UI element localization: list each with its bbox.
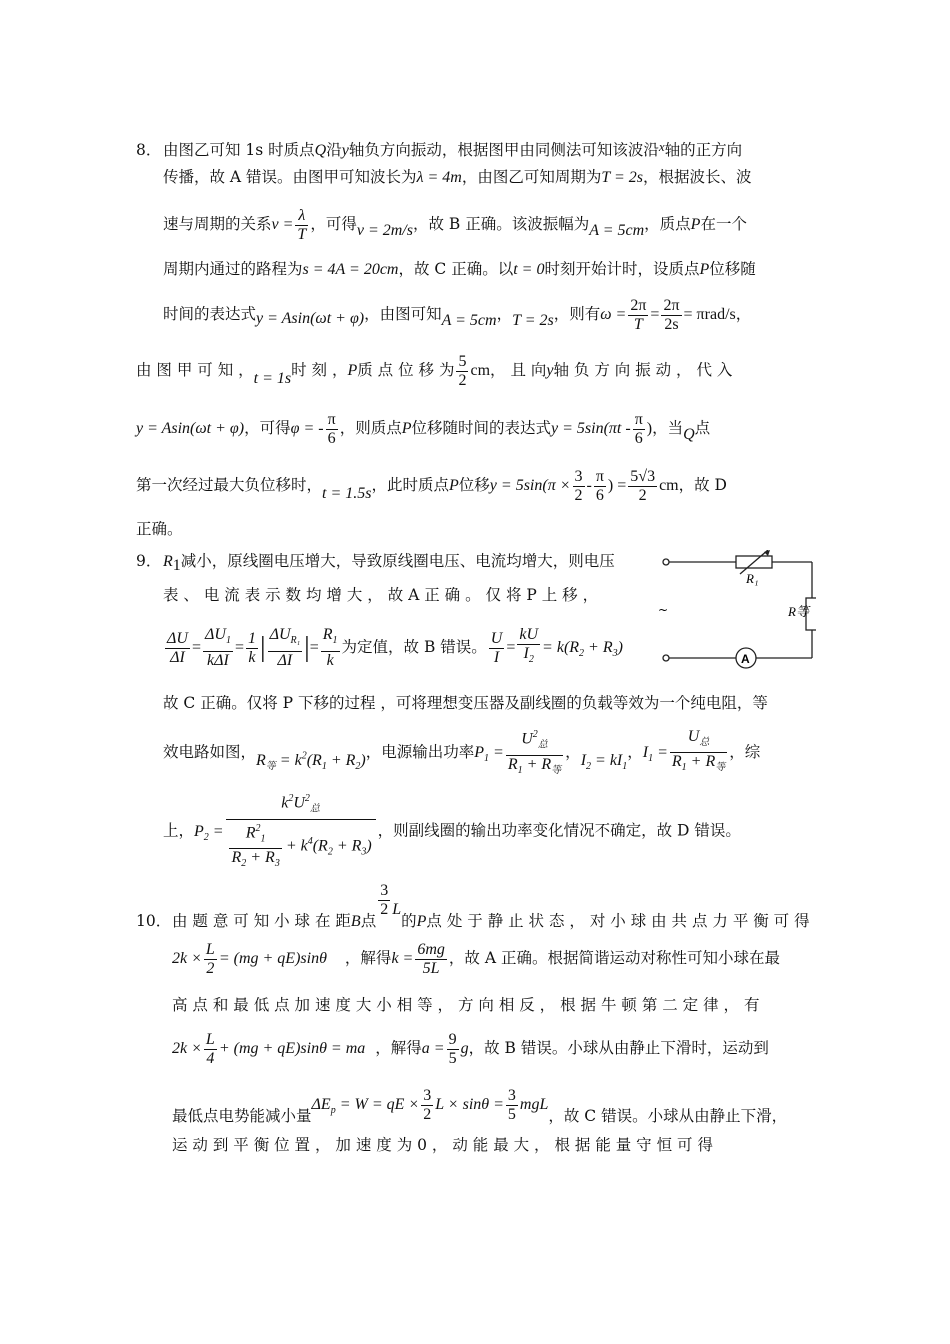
q9-line-3: $\frac{\Delta U}{\Delta I}$ = $\frac{\Delta U_1}{\text{kΔI}}$ = $\frac{1}{k}$ | $\frac{\Delta U_{R_1}}{\Delta I}$ |= $\frac{R_1}{k}$ 为定值，故 B 错误。 $\frac{U}{I}$ = $\frac{kU}{I_2}$ = $k(R_2 + R_3)$ [167, 626, 623, 669]
q10-line-5: 最低点电势能减小量$\Delta E_p = W$ = qE × $\frac{3}{2}$ L × sinθ = $\frac{3}{5}$ mgL，故 C 错误。小球从由静止下滑， [172, 1086, 788, 1125]
q8-line-1: 8． 由图乙可知 1s 时质点Q沿y轴负方向振动，根据图甲由同侧法可知该波沿$^x$轴的正方向 [136, 139, 743, 159]
q10-line-1: 10．由 题 意 可 知 小 球 在 距B点 $\frac{3}{2}$ L的P点 处 于 静 止 状 态 ， 对 小 球 由 共 点 力 平 衡 可 得 [136, 882, 816, 930]
req-label: R等 [788, 604, 809, 619]
q8-line-4: 周期内通过的路程为s = 4A = 20cm，故 C 正确。以t = 0时刻开始计时，设质点P位移随 [163, 260, 756, 278]
ammeter-label: A [741, 652, 750, 666]
q9-line-1: 9． $R_1$减小，原线圈电压增大，导致原线圈电压、电流均增大，则电压 [136, 552, 615, 575]
ac-source-icon: ~ [658, 603, 669, 617]
q8-line-3: 速与周期的关系v = $\frac{\lambda}{T}$ ，可得v = 2m/s，故 B 正确。该波振幅为A = 5cm，质点P在一个 [163, 206, 747, 243]
q9-line-5: 效电路如图，$R_等 = k^2(R_1 + R_2)$，电源输出功率$P_1$ = $\frac{U^2_总}{R_1 + R_等}$ ，$I_2 = kI_1$，$I_1$ = $\frac{U_总}{R_1 + R_等}$ ，综 [163, 726, 816, 776]
question-number: 10． [136, 912, 172, 930]
q8-line-2: 传播，故 A 错误。由图甲可知波长为λ = 4m，由图乙可知周期为T = 2s，根据波长、波 [163, 168, 752, 186]
q10-line-3: 高 点 和 最 低 点 加 速 度 大 小 相 等 ， 方 向 相 反 ， 根 据 牛 顿 第 二 定 律 ， 有 [172, 996, 760, 1014]
question-number: 8． [136, 141, 162, 159]
q10-line-2: 2k × $\frac{L}{2}$ = (mg + qE)sinθ ，解得k = $\frac{6mg}{5L}$ ，故 A 正确。根据简谐运动对称性可知小球在最 [172, 940, 780, 977]
q9-line-2: 表 、 电 流 表 示 数 均 增 大 ， 故 A 正 确 。 仅 将 P 上 移 ， [163, 586, 599, 604]
q8-line-6: 由 图 甲 可 知 ，t = 1s时 刻 ，P质 点 位 移 为 $\frac{5}{2}$ cm， 且 向y轴 负 方 向 振 动 ， 代 入 [136, 352, 733, 389]
q10-line-4: 2k × $\frac{L}{4}$ + (mg + qE)sinθ = ma ，解得a = $\frac{9}{5}$ g，故 B 错误。小球从由静止下滑时，运动到 [172, 1030, 769, 1067]
q9-line-6: 上，$P_2$ = $k^2U^2_总$ $\frac{R^2_1}{R_2 + R_3}$ + $k^4(R_2 + R_3)$ ，则副线圈的输出功率变化情况不确定，故 D 错误。 [163, 790, 816, 862]
q8-line-9: 正确。 [136, 520, 183, 538]
q9-line-4: 故 C 正确。仅将 P 下移的过程 ，可将理想变压器及副线圈的负载等效为一个纯电阻，等 [163, 694, 768, 712]
q8-line-8: 第一次经过最大负位移时，t = 1.5s，此时质点P位移y = 5sin(π × $\frac{3}{2}$ - $\frac{\pi}{6}$ ) = $\frac{5√3}{2}$ cm，故 D [136, 467, 727, 504]
r1-label: R₁ [746, 571, 759, 586]
equivalent-circuit-diagram [136, 550, 816, 680]
q10-line-6: 运 动 到 平 衡 位 置 ， 加 速 度 为 0 ， 动 能 最 大 ， 根 据 能 量 守 恒 可 得 [172, 1136, 713, 1154]
question-number: 9． [136, 552, 162, 570]
q8-line-5: 时间的表达式y = Asin(ωt + φ)，由图可知A = 5cm，T = 2s，则有ω = $\frac{2\pi}{T}$ = $\frac{2\pi}{2s}$ = πrad/s， [163, 296, 752, 333]
q8-line-7: y = Asin(ωt + φ)，可得φ = - $\frac{\pi}{6}$ ，则质点P位移随时间的表达式y = 5sin(πt - $\frac{\pi}{6}$ )，当Q点 [136, 410, 711, 447]
